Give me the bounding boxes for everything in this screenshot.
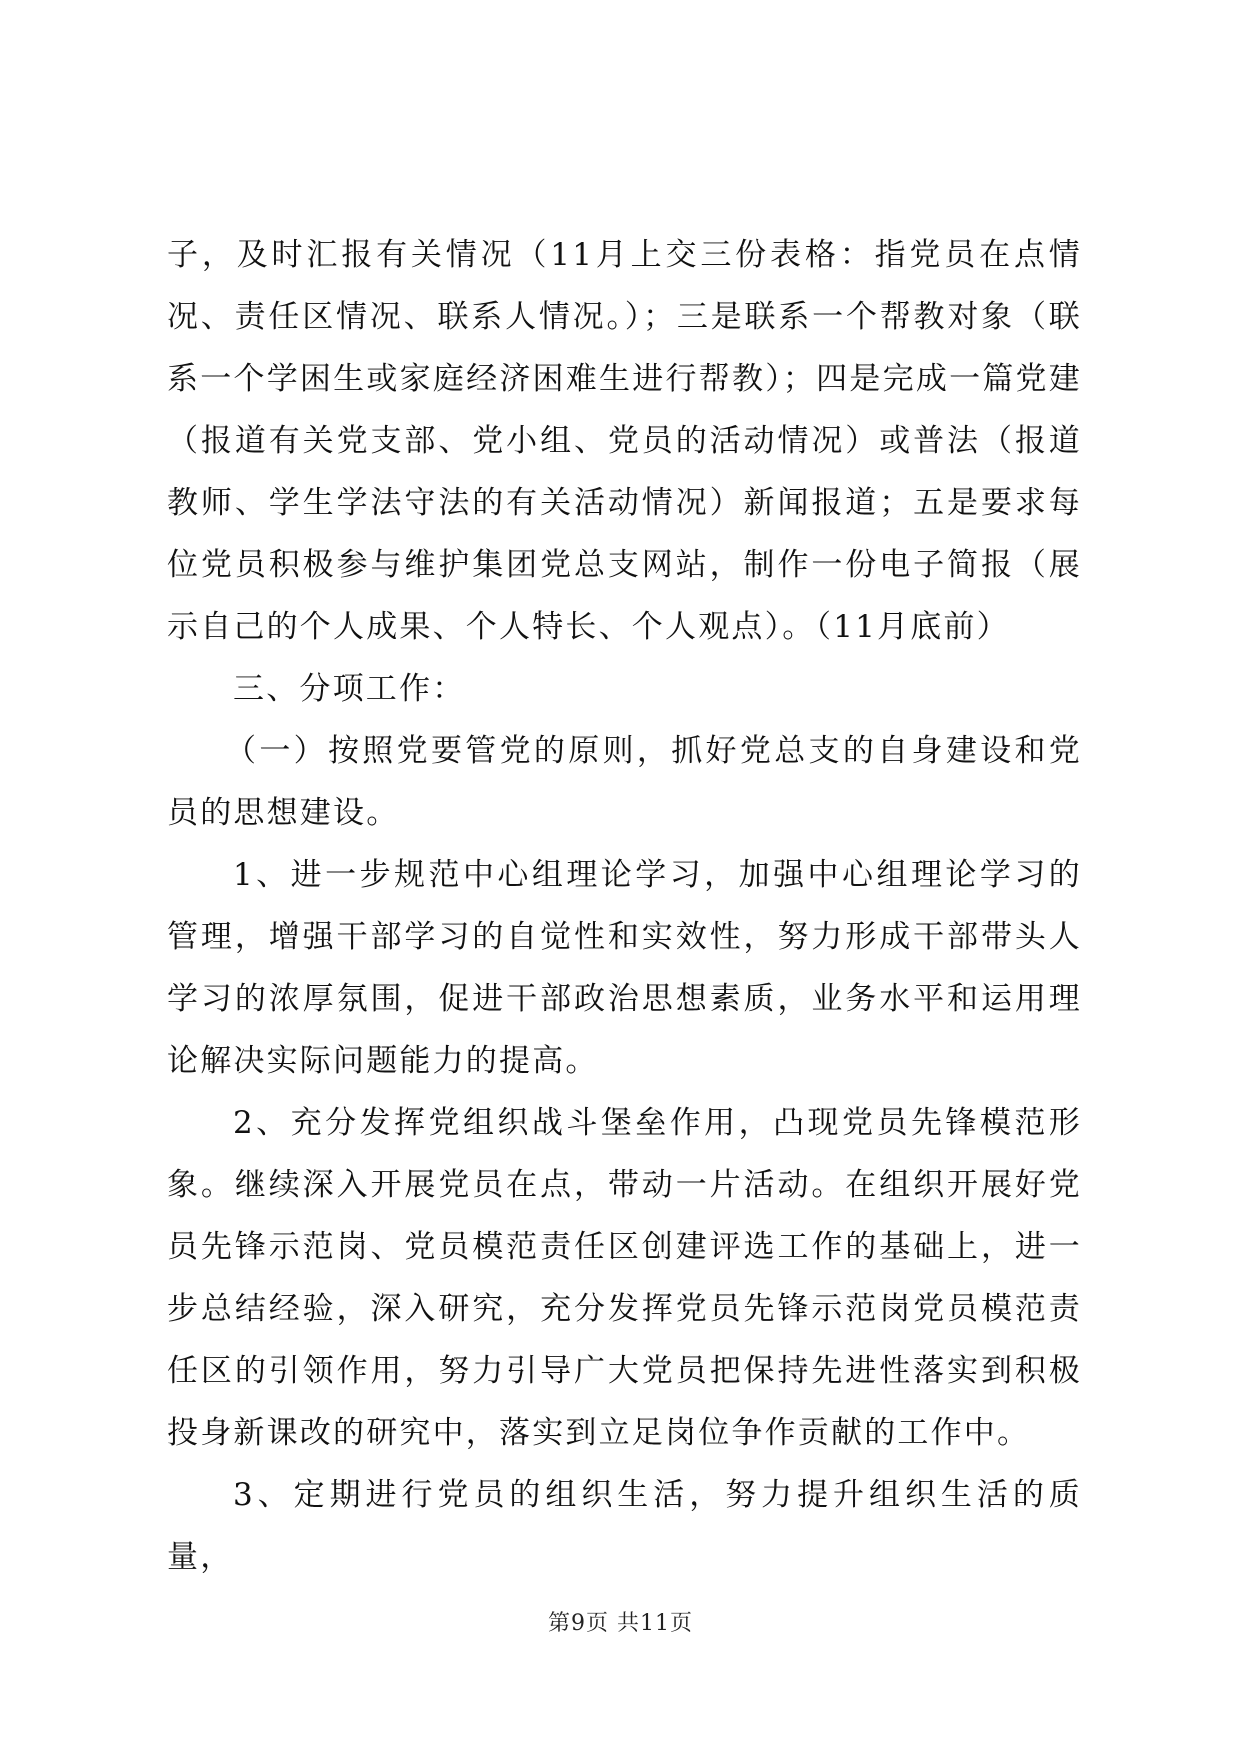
section-three-heading: 三、分项工作：: [233, 671, 466, 707]
paragraph-continuation: 子，及时汇报有关情况（11月上交三份表格：指党员在点情况、责任区情况、联系人情况。）；三是联系一个帮教对象（联系一个学困生或家庭经济困难生进行帮教）；四是完成一篇党建（报道有关党支部、党小组、党员的活动情况）或普法（报道教师、学生学法守法的有关活动情况）新闻报道；五是要求每位党员积极参与维护集团党总支网站，制作一份电子简报（展示自己的个人成果、个人特长、个人观点）。（11月底前）: [167, 237, 1082, 645]
paragraph-item-2: 2、充分发挥党组织战斗堡垒作用，凸现党员先锋模范形象。继续深入开展党员在点，带动一片活动。在组织开展好党员先锋示范岗、党员模范责任区创建评选工作的基础上，进一步总结经验，深入研究，充分发挥党员先锋示范岗党员模范责任区的引领作用，努力引导广大党员把保持先进性落实到积极投身新课改的研究中，落实到立足岗位争作贡献的工作中。: [167, 1105, 1082, 1451]
document-body: [167, 224, 1082, 1588]
subsection-one-heading: （一）按照党要管党的原则，抓好党总支的自身建设和党员的思想建设。: [167, 733, 1082, 831]
paragraph-item-1: 1、进一步规范中心组理论学习，加强中心组理论学习的管理，增强干部学习的自觉性和实效性，努力形成干部带头人学习的浓厚氛围，促进干部政治思想素质，业务水平和运用理论解决实际问题能力的提高。: [167, 857, 1082, 1079]
page-number-footer: 第9页 共11页: [548, 1611, 693, 1636]
paragraph-item-3: 3、定期进行党员的组织生活，努力提升组织生活的质量，: [167, 1477, 1082, 1575]
